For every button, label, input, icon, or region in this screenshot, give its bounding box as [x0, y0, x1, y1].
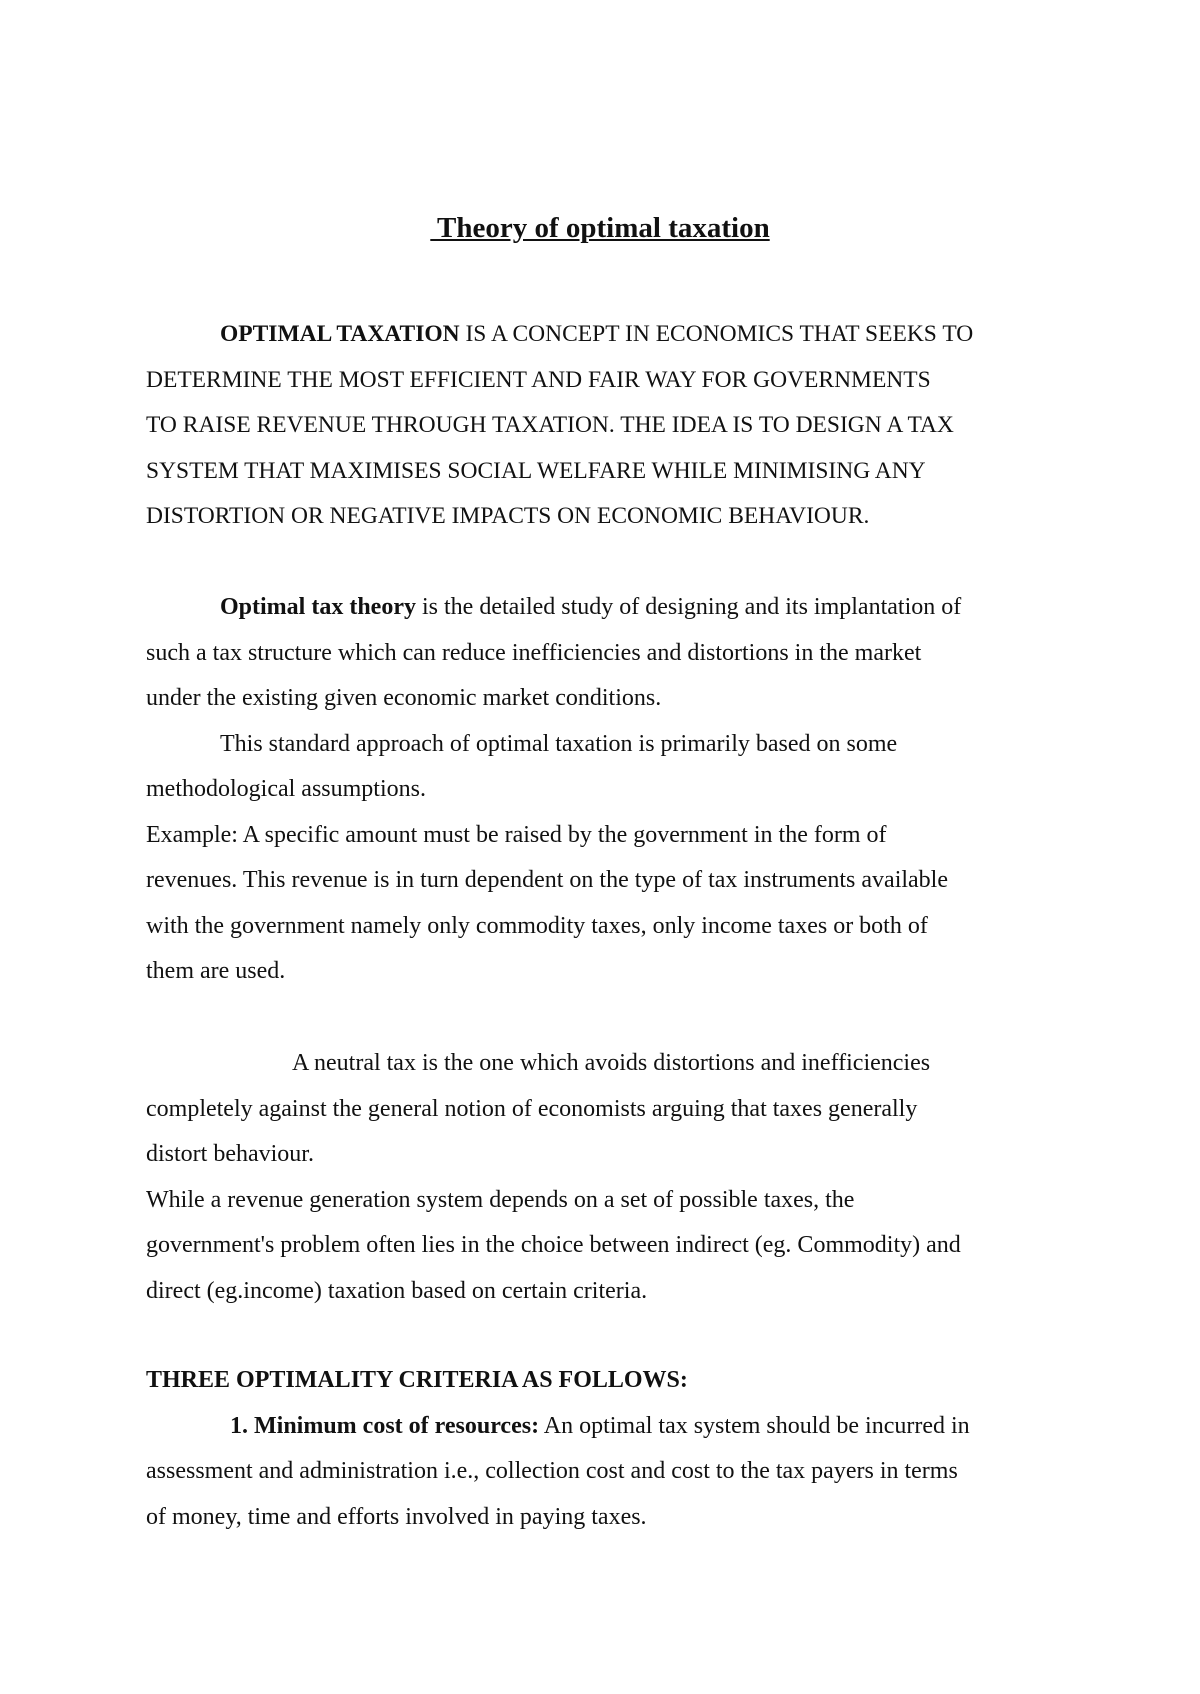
neutral-line-1: A neutral tax is the one which avoids distortions and inefficiencies	[292, 1050, 931, 1076]
neutral-line-2: completely against the general notion of economists arguing that taxes generally	[146, 1095, 918, 1122]
intro-line-4: SYSTEM THAT MAXIMISES SOCIAL WELFARE WHILE MINIMISING ANY	[146, 457, 926, 484]
intro-paragraph	[146, 312, 1076, 540]
criterion-1-line-1: 1. Minimum cost of resources: An optimal tax system should be incurred in	[230, 1412, 970, 1439]
neutral-line-3: distort behaviour.	[146, 1141, 314, 1167]
document-title: Theory of optimal taxation	[430, 212, 770, 244]
theory-line-3: under the existing given economic market conditions.	[146, 685, 662, 711]
example-line-2: revenues. This revenue is in turn dependent on the type of tax instruments available	[146, 867, 948, 893]
theory-paragraph	[146, 585, 1076, 995]
criteria-heading: THREE OPTIMALITY CRITERIA AS FOLLOWS:	[146, 1367, 688, 1393]
intro-bold-lead: OPTIMAL TAXATION	[220, 321, 460, 347]
example-line-1: Example: A specific amount must be raised by the government in the form of	[146, 821, 887, 848]
criterion-1-line-3: of money, time and efforts involved in paying taxes.	[146, 1503, 647, 1530]
intro-line-2: DETERMINE THE MOST EFFICIENT AND FAIR WAY FOR GOVERNMENTS	[146, 366, 931, 393]
criteria-section	[146, 1358, 1076, 1540]
neutral-paragraph	[146, 1041, 1076, 1314]
criterion-1-bold-lead: 1. Minimum cost of resources:	[230, 1412, 540, 1439]
theory-bold-lead: Optimal tax theory	[220, 594, 416, 620]
standard-line-1: This standard approach of optimal taxation is primarily based on some	[220, 730, 898, 757]
revenue-line-2: government's problem often lies in the choice between indirect (eg. Commodity) and	[146, 1232, 961, 1258]
example-line-3: with the government namely only commodity taxes, only income taxes or both of	[146, 912, 928, 939]
criterion-1-line-2: assessment and administration i.e., collection cost and cost to the tax payers in terms	[146, 1458, 958, 1484]
intro-line-1: OPTIMAL TAXATION IS A CONCEPT IN ECONOMICS THAT SEEKS TO	[220, 321, 974, 347]
intro-line-5: DISTORTION OR NEGATIVE IMPACTS ON ECONOMIC BEHAVIOUR.	[146, 503, 870, 529]
example-line-4: them are used.	[146, 958, 286, 984]
intro-line-3: TO RAISE REVENUE THROUGH TAXATION. THE IDEA IS TO DESIGN A TAX	[146, 412, 954, 438]
revenue-line-1: While a revenue generation system depends on a set of possible taxes, the	[146, 1186, 855, 1213]
theory-line-1: Optimal tax theory is the detailed study of designing and its implantation of	[220, 594, 962, 620]
standard-line-2: methodological assumptions.	[146, 776, 426, 802]
theory-line-2: such a tax structure which can reduce inefficiencies and distortions in the market	[146, 639, 922, 666]
revenue-line-3: direct (eg.income) taxation based on certain criteria.	[146, 1277, 648, 1304]
